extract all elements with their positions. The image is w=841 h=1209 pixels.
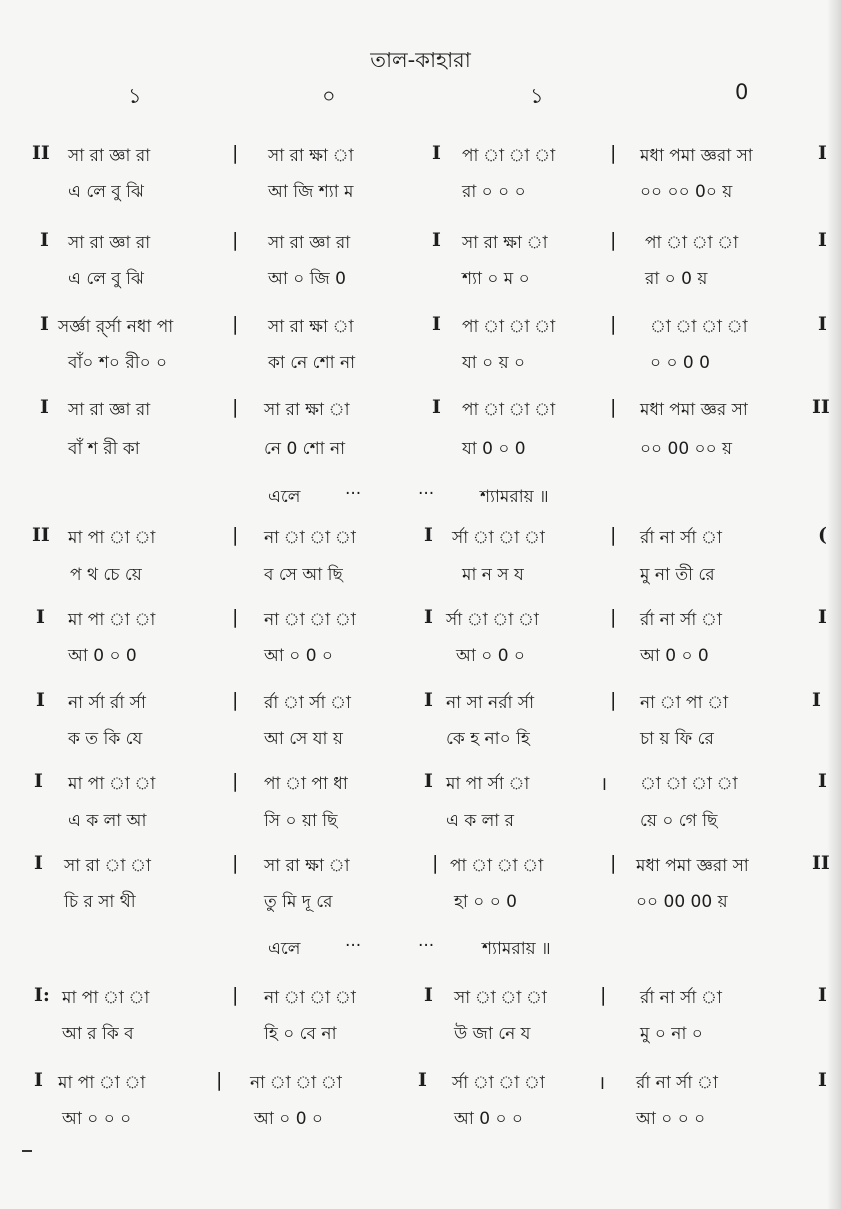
measure-1-notes: সর্জ্ঞা র্র্সা নধা পা	[58, 317, 174, 337]
measure-3-lyrics: কে হ না০ হি	[446, 729, 530, 749]
section-divider: I	[424, 689, 433, 711]
measure-divider: |	[232, 142, 239, 164]
measure-1-notes: মা পা া া	[68, 774, 156, 794]
measure-2-notes: সা রা জ্ঞা রা	[268, 233, 351, 253]
measure-2-lyrics: আ ০ 0 ০	[264, 646, 333, 666]
measure-divider: |	[232, 852, 239, 874]
section-divider: I	[432, 142, 441, 164]
bar-end: II	[812, 852, 830, 874]
refrain-ellipsis: ···	[418, 936, 435, 956]
section-divider: I	[432, 229, 441, 251]
measure-divider: |	[232, 606, 239, 628]
measure-4-notes: া া া া	[650, 317, 748, 337]
bar-end: I	[818, 984, 827, 1006]
measure-2-notes: সা রা ক্ষা া	[268, 146, 354, 166]
bar-start: I	[40, 313, 49, 335]
bar-end: I	[818, 1069, 827, 1091]
bar-start: II	[32, 142, 50, 164]
measure-3-lyrics: উ জা নে য	[454, 1024, 531, 1044]
measure-2-notes: সা রা ক্ষা া	[264, 400, 350, 420]
measure-divider: |	[232, 984, 239, 1006]
measure-4-lyrics: ০০ ০০ 0০ য়	[640, 182, 733, 202]
measure-3-lyrics: এ ক লা র	[446, 811, 514, 831]
measure-3-lyrics: মা ন স য	[462, 565, 524, 585]
measure-2-lyrics: সি ০ য়া ছি	[264, 811, 338, 831]
measure-2-lyrics: ব সে আ ছি	[264, 565, 343, 585]
bar-end: I	[818, 142, 827, 164]
refrain-ellipsis: ···	[345, 484, 362, 504]
measure-1-lyrics: এ ক লা আ	[68, 811, 147, 831]
measure-2-lyrics: আ জি শ্যা ম	[268, 182, 354, 202]
measure-3-notes: সা া া া	[454, 988, 547, 1008]
bar-start: I	[36, 606, 45, 628]
beat-marker-2: ০	[322, 84, 336, 108]
measure-3-notes: পা া া া	[462, 317, 556, 337]
refrain-ellipsis: ···	[345, 936, 362, 956]
measure-4-notes: মধা পমা জ্ঞর সা	[640, 400, 748, 420]
bar-start: I:	[34, 984, 50, 1006]
section-divider: I	[418, 1069, 427, 1091]
measure-4-lyrics: মু না তী রে	[640, 565, 715, 585]
section-divider: I	[424, 984, 433, 1006]
measure-1-lyrics: আ ০ ০ ০	[62, 1109, 132, 1129]
measure-divider: |	[610, 852, 617, 874]
measure-1-notes: সা রা জ্ঞা রা	[68, 400, 151, 420]
measure-1-lyrics: বাঁ০ শ০ রী০ ০	[68, 353, 168, 373]
measure-1-lyrics: এ লে বু ঝি	[68, 269, 144, 289]
measure-2-notes: না া া া	[264, 610, 356, 630]
bar-end: II	[812, 396, 830, 418]
measure-4-lyrics: আ ০ ০ ০	[636, 1109, 706, 1129]
measure-2-lyrics: আ সে যা য়	[264, 729, 343, 749]
bar-end: I	[818, 770, 827, 792]
measure-divider: |	[610, 524, 617, 546]
bar-end: I	[818, 606, 827, 628]
measure-2-notes: সা রা ক্ষা া	[264, 856, 350, 876]
measure-divider: ।	[600, 773, 608, 795]
measure-2-notes: না া া া	[264, 528, 356, 548]
measure-2-notes: না া া া	[264, 988, 356, 1008]
bar-start: I	[34, 770, 43, 792]
measure-divider: |	[610, 313, 617, 335]
measure-3-notes: র্সা া া া	[446, 610, 539, 630]
measure-4-notes: র্রা না র্সা া	[636, 1073, 718, 1093]
measure-3-lyrics: যা ০ য় ০	[462, 353, 526, 373]
measure-1-notes: মা পা া া	[68, 528, 156, 548]
measure-1-lyrics: আ 0 ০ 0	[68, 646, 137, 666]
measure-4-notes: া া া া	[640, 774, 738, 794]
measure-4-lyrics: য়ে ০ গে ছি	[640, 811, 718, 831]
measure-divider: |	[600, 984, 607, 1006]
measure-divider: |	[610, 229, 617, 251]
measure-1-notes: সা রা া া	[64, 856, 151, 876]
measure-3-notes: মা পা র্সা া	[446, 774, 530, 794]
measure-1-notes: না র্সা র্রা র্সা	[68, 693, 146, 713]
measure-2-lyrics: আ ০ জি 0	[268, 269, 346, 289]
measure-3-notes: পা া া া	[462, 400, 556, 420]
refrain-ellipsis: ···	[418, 484, 435, 504]
measure-3-notes: না সা নর্রা র্সা	[446, 693, 535, 713]
measure-1-notes: মা পা া া	[62, 988, 150, 1008]
measure-3-notes: সা রা ক্ষা া	[462, 233, 548, 253]
measure-4-lyrics: ০ ০ 0 0	[650, 353, 710, 373]
page-edge-shadow	[827, 0, 841, 1209]
measure-2-notes: র্রা া র্সা া	[264, 693, 351, 713]
measure-divider: |	[610, 396, 617, 418]
measure-4-lyrics: চা য় ফি রে	[640, 729, 714, 749]
page-title: তাল-কাহারা	[370, 48, 471, 72]
measure-3-notes: পা া া া	[450, 856, 544, 876]
measure-4-notes: মধা পমা জ্ঞরা সা	[640, 146, 753, 166]
measure-2-lyrics: নে 0 শো না	[264, 439, 346, 459]
measure-4-lyrics: মু ০ না ০	[640, 1024, 703, 1044]
refrain-start: এলে	[268, 487, 301, 507]
measure-2-notes: সা রা ক্ষা া	[268, 317, 354, 337]
measure-1-lyrics: প থ চে য়ে	[70, 565, 142, 585]
bar-start: I	[34, 1069, 43, 1091]
bar-start: I	[40, 396, 49, 418]
measure-2-lyrics: তু মি দূ রে	[264, 892, 333, 912]
measure-2-notes: না া া া	[250, 1073, 342, 1093]
beat-marker-3: ১	[530, 84, 544, 108]
bar-start: I	[34, 852, 43, 874]
refrain-start: এলে	[268, 939, 301, 959]
bar-start: I	[36, 689, 45, 711]
measure-3-lyrics: আ ০ 0 ০	[456, 646, 525, 666]
measure-1-notes: সা রা জ্ঞা রা	[68, 146, 151, 166]
measure-4-lyrics: ০০ 00 00 য়	[636, 892, 728, 912]
measure-3-notes: পা া া া	[462, 146, 556, 166]
measure-2-notes: পা া পা ধা	[264, 774, 348, 794]
measure-divider: |	[232, 770, 239, 792]
measure-3-lyrics: হা ০ ০ 0	[454, 892, 517, 912]
measure-1-lyrics: ক ত কি যে	[68, 729, 143, 749]
measure-divider: |	[232, 229, 239, 251]
refrain-end: শ্যামরায় ॥	[482, 939, 551, 959]
measure-4-notes: র্রা না র্সা া	[640, 610, 722, 630]
section-divider: I	[432, 313, 441, 335]
measure-divider: |	[232, 313, 239, 335]
measure-3-lyrics: যা 0 ০ 0	[462, 439, 526, 459]
bar-end: (	[818, 524, 827, 546]
measure-4-notes: র্রা না র্সা া	[640, 988, 722, 1008]
measure-divider: |	[610, 689, 617, 711]
measure-3-notes: র্সা া া া	[452, 1073, 545, 1093]
measure-divider: |	[610, 606, 617, 628]
refrain-line	[0, 484, 841, 508]
measure-3-lyrics: রা ০ ০ ০	[462, 182, 526, 202]
measure-divider: |	[232, 524, 239, 546]
beat-marker-1: ১	[128, 84, 142, 108]
measure-3-lyrics: আ 0 ০ ০	[454, 1109, 523, 1129]
measure-divider: |	[610, 142, 617, 164]
measure-4-notes: পা া া া	[645, 233, 739, 253]
measure-1-lyrics: আ র কি ব	[62, 1024, 134, 1044]
measure-1-lyrics: এ লে বু ঝি	[68, 182, 144, 202]
section-divider: I	[424, 606, 433, 628]
measure-2-lyrics: হি ০ বে না	[264, 1024, 337, 1044]
measure-4-lyrics: আ 0 ০ 0	[640, 646, 709, 666]
measure-4-notes: মধা পমা জ্ঞরা সা	[636, 856, 749, 876]
page-mark	[22, 1150, 32, 1152]
bar-end: I	[812, 689, 821, 711]
measure-1-notes: সা রা জ্ঞা রা	[68, 233, 151, 253]
measure-1-notes: মা পা া া	[68, 610, 156, 630]
measure-4-notes: র্রা না র্সা া	[640, 528, 722, 548]
measure-2-lyrics: কা নে শো না	[268, 353, 356, 373]
measure-1-notes: মা পা া া	[58, 1073, 146, 1093]
section-divider: I	[424, 770, 433, 792]
measure-3-lyrics: শ্যা ০ ম ০	[462, 269, 530, 289]
bar-start: II	[32, 524, 50, 546]
section-divider: I	[432, 396, 441, 418]
section-divider: I	[424, 524, 433, 546]
bar-end: I	[818, 313, 827, 335]
measure-divider: |	[232, 689, 239, 711]
measure-4-notes: না া পা া	[640, 693, 729, 713]
measure-divider: ।	[598, 1072, 606, 1094]
beat-marker-4: 0	[735, 80, 749, 104]
measure-3-notes: র্সা া া া	[452, 528, 545, 548]
measure-1-lyrics: বাঁ শ রী কা	[68, 439, 140, 459]
measure-4-lyrics: ০০ 00 ০০ য়	[640, 439, 733, 459]
bar-end: I	[818, 229, 827, 251]
measure-1-lyrics: চি র সা থী	[64, 892, 136, 912]
refrain-end: শ্যামরায় ॥	[480, 487, 549, 507]
measure-divider: |	[216, 1069, 223, 1091]
refrain-line	[0, 936, 841, 960]
bar-start: I	[40, 229, 49, 251]
measure-4-lyrics: রা ০ 0 য়	[645, 269, 708, 289]
measure-divider: |	[232, 396, 239, 418]
measure-2-lyrics: আ ০ 0 ০	[254, 1109, 323, 1129]
section-divider: |	[432, 852, 439, 874]
